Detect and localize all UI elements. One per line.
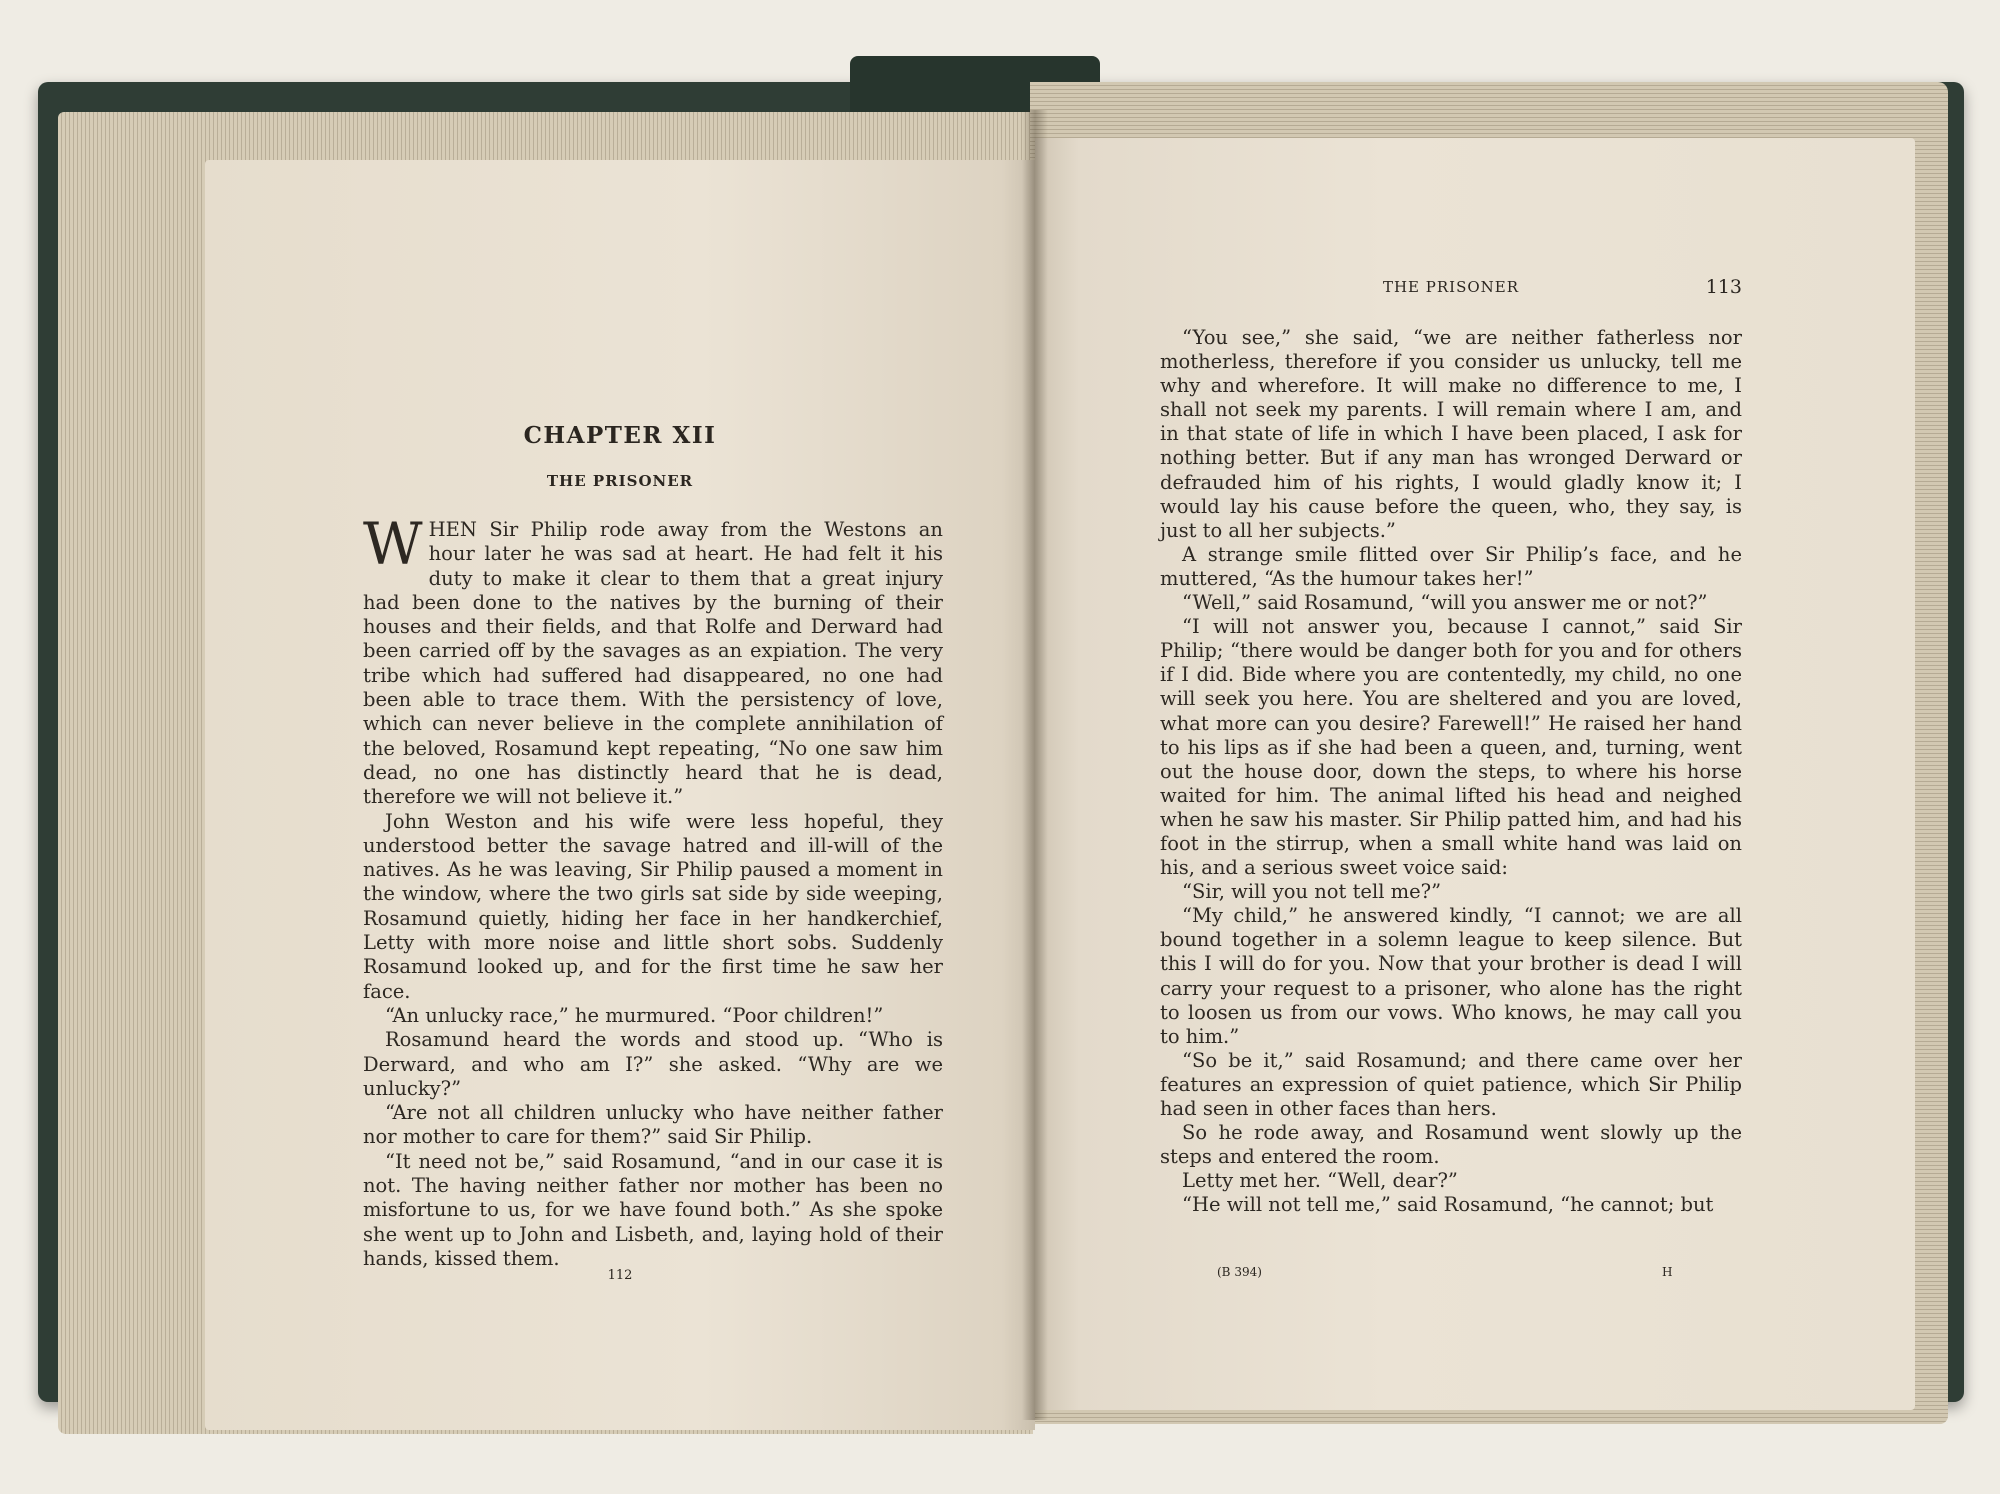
right-page-body [1160, 326, 1742, 1217]
paragraph: “So be it,” said Rosamund; and there came over her features an expression of quiet patience, which Sir Philip had seen in other faces than hers. [1160, 1048, 1742, 1120]
paragraph: “An unlucky race,” he murmured. “Poor children!” [385, 1003, 884, 1027]
paragraph: A strange smile flitted over Sir Philip’s face, and he muttered, “As the humour takes her!” [1160, 542, 1742, 590]
book-gutter [1022, 110, 1048, 1420]
paragraph: “Are not all children unlucky who have neither father nor mother to care for them?” said Sir Philip. [363, 1101, 943, 1149]
chapter-title: CHAPTER XII [523, 422, 717, 449]
paragraph: “It need not be,” said Rosamund, “and in our case it is not. The having neither father nor mother has been no misfortune to us, for we have found both.” As she spoke she went up to John and Lisbeth, and, laying hold of their hands, kissed them. [363, 1149, 943, 1270]
page-number-left: 112 [607, 1268, 633, 1283]
paragraph: John Weston and his wife were less hopeful, they understood better the savage hatred and ill-will of the natives. As he was leaving, Sir Philip paused a moment in the window, where the two girls sat side by side weeping, Rosamund quietly, hiding her face in her handkerchief, Letty with more noise and little short sobs. Suddenly Rosamund looked up, and for the first time he saw her face. [363, 809, 943, 1003]
right-page [1035, 138, 1915, 1410]
drop-cap: W [363, 510, 423, 578]
signature-mark: (B 394) [1217, 1265, 1262, 1279]
paragraph: “Sir, will you not tell me?” [1182, 880, 1442, 904]
left-page-body [363, 510, 943, 1271]
paragraph [363, 510, 943, 810]
left-page [205, 160, 1035, 1430]
paragraph: “I will not answer you, because I cannot,” said Sir Philip; “there would be danger both for you and for others if I did. Bide where you are contentedly, my child, no one will seek you here. You are sheltered and you are loved, what more can you desire? Farewell!” He raised her hand to his lips as if she had been a queen, and, turning, went out the house door, down the steps, to where his horse waited for him. The animal lifted his head and neighed when he saw his master. Sir Philip patted him, and had his foot in the stirrup, when a small white hand was laid on his, and a serious sweet voice said: [1160, 615, 1742, 880]
paragraph: Letty met her. “Well, dear?” [1182, 1169, 1458, 1193]
paragraph-text: HEN Sir Philip rode away from the Westons an hour later he was sad at heart. He had felt it his duty to make it clear to them that a great injury had been done to the natives by the burning of their houses and their fields, and that Rolfe and Derward had been carried off by the savages as an expiation. The very tribe which had suffered had disappeared, no one had been able to trace them. With the persistency of love, which can never believe in the complete annihilation of the beloved, Rosamund kept repeating, “No one saw him dead, no one has distinctly heard that he is dead, therefore we will not believe it.” [363, 518, 943, 809]
running-head [1160, 278, 1742, 302]
chapter-subtitle: THE PRISONER [546, 472, 694, 490]
paragraph: So he rode away, and Rosamund went slowly up the steps and entered the room. [1160, 1121, 1742, 1169]
signature-letter: H [1662, 1265, 1673, 1279]
running-head-title: THE PRISONER [1382, 278, 1520, 296]
page-number-right: 113 [1705, 276, 1742, 298]
paragraph: “Well,” said Rosamund, “will you answer me or not?” [1182, 591, 1708, 615]
paragraph: Rosamund heard the words and stood up. “Who is Derward, and who am I?” she asked. “Why are we unlucky?” [363, 1028, 943, 1100]
paragraph: “He will not tell me,” said Rosamund, “he cannot; but [1182, 1193, 1714, 1217]
paragraph: “My child,” he answered kindly, “I cannot; we are all bound together in a solemn league to keep silence. But this I will do for you. Now that your brother is dead I will carry your request to a prisoner, who alone has the right to loosen us from our vows. Who knows, he may call you to him.” [1160, 904, 1742, 1048]
paragraph: “You see,” she said, “we are neither fatherless nor motherless, therefore if you consider us unlucky, tell me why and wherefore. It will make no difference to me, I shall not seek my parents. I will remain where I am, and in that state of life in which I have been placed, I ask for nothing better. But if any man has wronged Derward or defrauded him of his rights, I would gladly know it; I would lay his cause before the queen, who, they say, is just to all her subjects.” [1160, 326, 1742, 542]
